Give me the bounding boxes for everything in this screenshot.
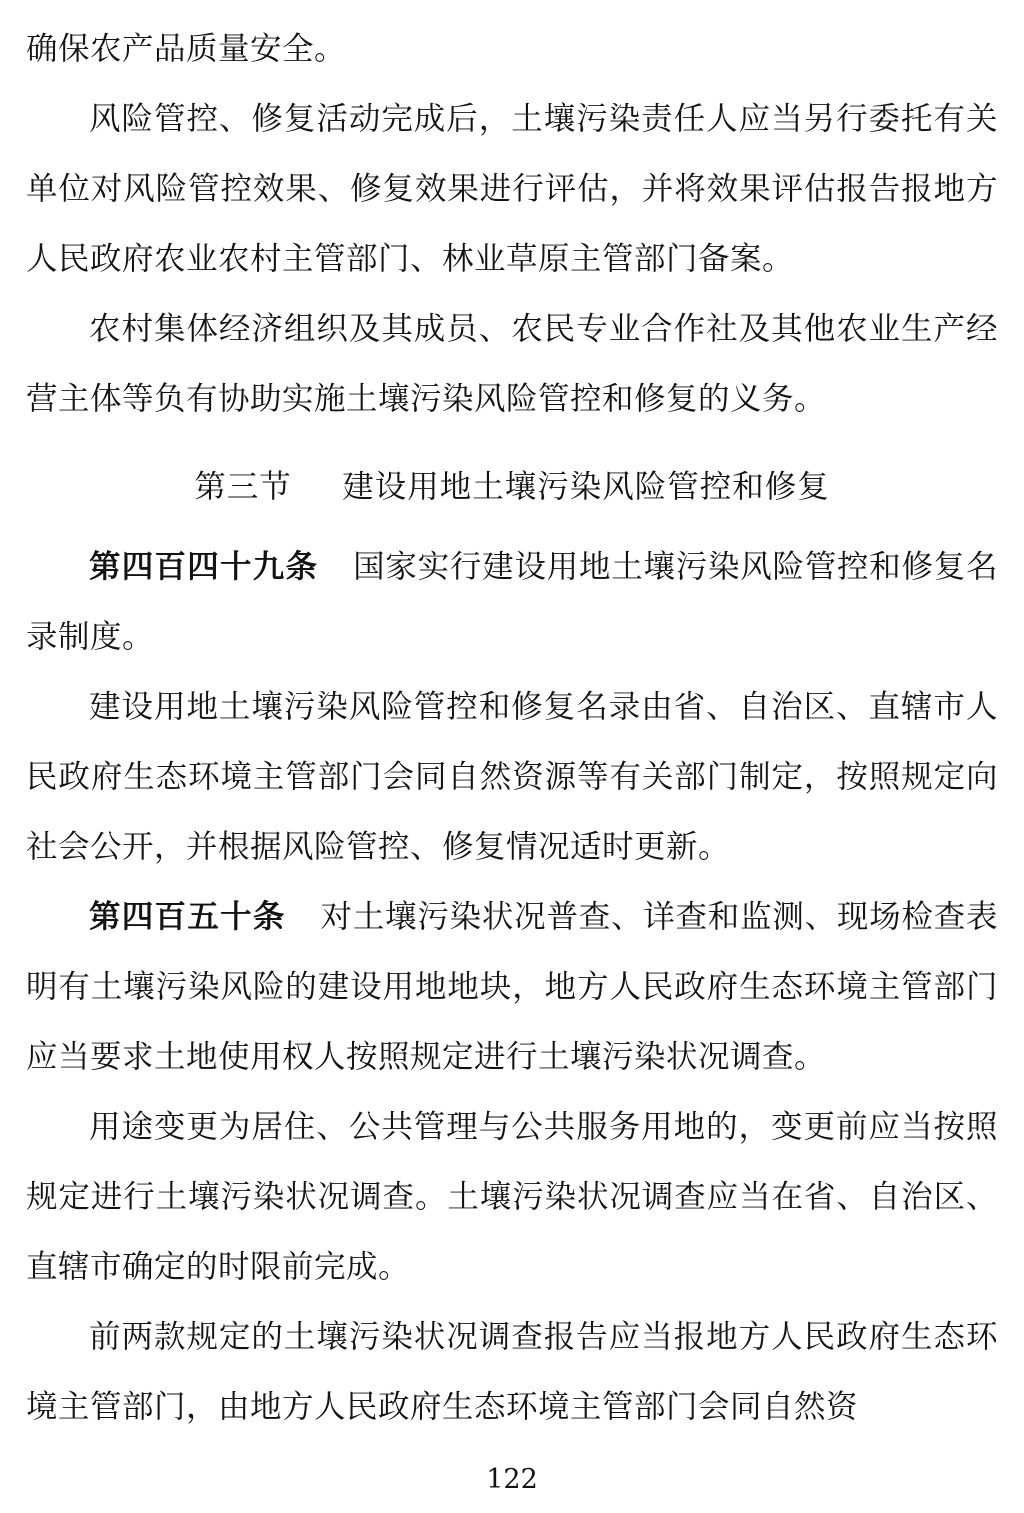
- paragraph: 前两款规定的土壤污染状况调查报告应当报地方人民政府生态环境主管部门，由地方人民政府生态环境主管部门会同自然资: [26, 1319, 998, 1425]
- document-body: [26, 14, 998, 1442]
- section-heading: [26, 452, 998, 522]
- section-number: 第三节: [194, 469, 292, 505]
- article-label: 第四百四十九条: [89, 548, 319, 585]
- page-number: 122: [486, 1464, 538, 1495]
- article-paragraph: [26, 532, 998, 672]
- paragraph: 农村集体经济组织及其成员、农民专业合作社及其他农业生产经营主体等负有协助实施土壤污染风险管控和修复的义务。: [26, 311, 998, 417]
- article-paragraph: [26, 882, 998, 1092]
- article-label: 第四百五十条: [89, 898, 286, 935]
- article-text: 对土壤污染状况普查、详查和监测、现场检查表明有土壤污染风险的建设用地地块，地方人民政府生态环境主管部门应当要求土地使用权人按照规定进行土壤污染状况调查。: [26, 899, 998, 1075]
- paragraph: 风险管控、修复活动完成后，土壤污染责任人应当另行委托有关单位对风险管控效果、修复效果进行评估，并将效果评估报告报地方人民政府农业农村主管部门、林业草原主管部门备案。: [26, 101, 998, 277]
- paragraph: 建设用地土壤污染风险管控和修复名录由省、自治区、直辖市人民政府生态环境主管部门会同自然资源等有关部门制定，按照规定向社会公开，并根据风险管控、修复情况适时更新。: [26, 689, 998, 865]
- paragraph: 确保农产品质量安全。: [26, 31, 347, 67]
- section-title: 建设用地土壤污染风险管控和修复: [342, 469, 830, 505]
- paragraph: 用途变更为居住、公共管理与公共服务用地的，变更前应当按照规定进行土壤污染状况调查。土壤污染状况调查应当在省、自治区、直辖市确定的时限前完成。: [26, 1109, 998, 1285]
- article-text: 国家实行建设用地土壤污染风险管控和修复名录制度。: [26, 549, 998, 655]
